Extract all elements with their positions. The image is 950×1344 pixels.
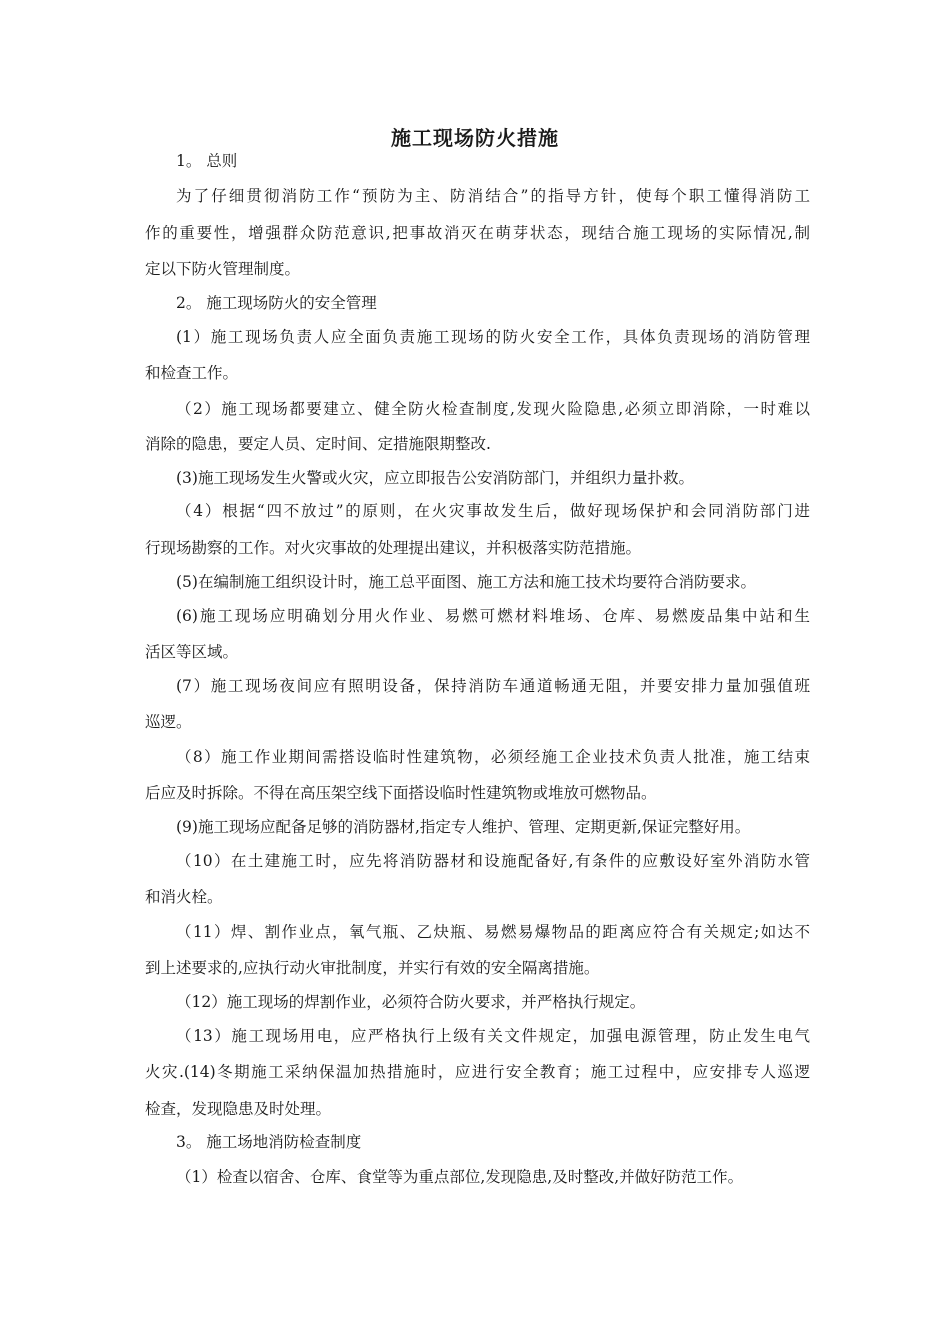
paragraph-line: （2）施工现场都要建立、健全防火检查制度,发现火险隐患,必须立即消除，一时难以 xyxy=(176,400,810,418)
section-heading: 1。 总则 xyxy=(176,152,238,170)
paragraph-line: (1）施工现场负责人应全面负责施工现场的防火安全工作，具体负责现场的消防管理 xyxy=(176,328,810,346)
paragraph-line: （11）焊、割作业点，氧气瓶、乙炔瓶、易燃易爆物品的距离应符合有关规定;如达不 xyxy=(176,923,810,941)
paragraph-line: 到上述要求的,应执行动火审批制度，并实行有效的安全隔离措施。 xyxy=(145,959,600,977)
paragraph-line: （13）施工现场用电，应严格执行上级有关文件规定，加强电源管理，防止发生电气 xyxy=(176,1027,810,1045)
paragraph-line: (3)施工现场发生火警或火灾，应立即报告公安消防部门，并组织力量扑救。 xyxy=(176,469,694,487)
section-heading: 3。 施工场地消防检查制度 xyxy=(176,1133,362,1151)
paragraph-line: （8）施工作业期间需搭设临时性建筑物，必须经施工企业技术负责人批准，施工结束 xyxy=(176,748,810,766)
paragraph-line: （1）检查以宿舍、仓库、食堂等为重点部位,发现隐患,及时整改,并做好防范工作。 xyxy=(176,1168,744,1186)
paragraph-line: （10）在土建施工时，应先将消防器材和设施配备好,有条件的应敷设好室外消防水管 xyxy=(176,852,810,870)
paragraph-line: 和消火栓。 xyxy=(145,888,223,906)
paragraph-line: 巡逻。 xyxy=(145,713,192,731)
section-heading: 2。 施工现场防火的安全管理 xyxy=(176,294,377,312)
paragraph-line: 为了仔细贯彻消防工作“预防为主、防消结合”的指导方针，使每个职工懂得消防工 xyxy=(176,187,810,205)
paragraph-line: 作的重要性，增强群众防范意识,把事故消灭在萌芽状态，现结合施工现场的实际情况,制 xyxy=(145,224,810,242)
paragraph-line: 和检查工作。 xyxy=(145,364,239,382)
paragraph-line: （12）施工现场的焊割作业，必须符合防火要求，并严格执行规定。 xyxy=(176,993,646,1011)
paragraph-line: 检查，发现隐患及时处理。 xyxy=(145,1100,332,1118)
paragraph-line: 行现场勘察的工作。对火灾事故的处理提出建议，并积极落实防范措施。 xyxy=(145,539,642,557)
paragraph-line: （4）根据“四不放过”的原则，在火灾事故发生后，做好现场保护和会同消防部门进 xyxy=(176,502,810,520)
paragraph-line: (5)在编制施工组织设计时，施工总平面图、施工方法和施工技术均要符合消防要求。 xyxy=(176,573,756,591)
paragraph-line: (6)施工现场应明确划分用火作业、易燃可燃材料堆场、仓库、易燃废品集中站和生 xyxy=(176,607,810,625)
document-title: 施工现场防火措施 xyxy=(391,126,559,150)
paragraph-line: 火灾.(14)冬期施工采纳保温加热措施时，应进行安全教育；施工过程中，应安排专人巡逻 xyxy=(145,1063,810,1081)
paragraph-line: 定以下防火管理制度。 xyxy=(145,260,301,278)
paragraph-line: 消除的隐患，要定人员、定时间、定措施限期整改. xyxy=(145,435,491,453)
paragraph-line: (9)施工现场应配备足够的消防器材,指定专人维护、管理、定期更新,保证完整好用。 xyxy=(176,818,751,836)
paragraph-line: (7）施工现场夜间应有照明设备，保持消防车通道畅通无阻，并要安排力量加强值班 xyxy=(176,677,810,695)
paragraph-line: 活区等区域。 xyxy=(145,643,239,661)
paragraph-line: 后应及时拆除。不得在高压架空线下面搭设临时性建筑物或堆放可燃物品。 xyxy=(145,784,657,802)
